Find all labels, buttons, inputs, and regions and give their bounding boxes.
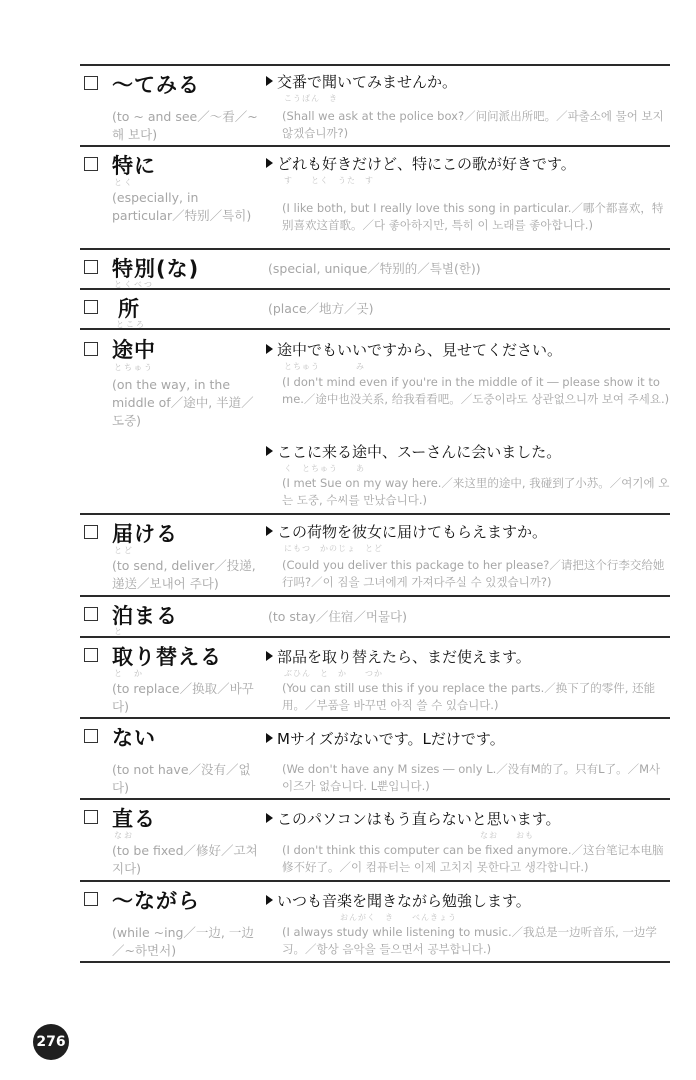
example-translation: (I like both, but I really love this song in particular.／哪个都喜欢，特别喜欢这首歌。／다 좋아하지만, 특히 이 노래를 좋아합니다.) bbox=[282, 201, 664, 232]
term-reading: とくべつ bbox=[114, 280, 154, 289]
vocab-meaning: (while ~ing／一边, 一边／~하면서) bbox=[112, 925, 254, 958]
example-translation: (I don't mind even if you're in the middle of it ― please show it to me.／途中也没关系, 给我看看吧。／도중이라도 상관없으니까 보여 주세요.) bbox=[282, 375, 670, 406]
triangle-bullet-icon bbox=[266, 651, 273, 661]
example-text: どれも好きだけど、特にこの歌が好きです。 bbox=[277, 155, 576, 173]
example-reading: にもつ かのじょ とど bbox=[284, 544, 383, 553]
example-text: 交番で聞いてみませんか。 bbox=[277, 73, 458, 91]
vocab-meaning: (especially, in particular／特别／특히) bbox=[112, 190, 252, 223]
study-checkbox[interactable] bbox=[84, 729, 98, 743]
vocab-meaning: (to send, deliver／投递, 递送／보내어 주다) bbox=[112, 558, 256, 591]
study-checkbox[interactable] bbox=[84, 648, 98, 662]
example-text: このパソコンはもう直らないと思います。 bbox=[277, 810, 561, 828]
example-text: この荷物を彼女に届けてもらえますか。 bbox=[277, 523, 548, 541]
triangle-bullet-icon bbox=[266, 895, 273, 905]
divider bbox=[80, 248, 670, 250]
divider bbox=[80, 288, 670, 290]
vocab-term: 特に bbox=[112, 154, 156, 178]
term-reading: とど bbox=[114, 546, 134, 555]
divider bbox=[80, 328, 670, 330]
page-number-badge: 276 bbox=[33, 1024, 69, 1060]
vocab-term: 所 bbox=[118, 297, 140, 321]
term-reading: ところ bbox=[116, 320, 146, 329]
study-checkbox[interactable] bbox=[84, 260, 98, 274]
vocab-term: 途中 bbox=[112, 338, 156, 362]
vocab-meaning: (to replace／换取／바꾸다) bbox=[112, 681, 254, 714]
study-checkbox[interactable] bbox=[84, 300, 98, 314]
divider bbox=[80, 961, 670, 963]
study-checkbox[interactable] bbox=[84, 525, 98, 539]
triangle-bullet-icon bbox=[266, 733, 273, 743]
example-translation: (Shall we ask at the police box?／问问派出所吧。／파출소에 물어 보지 않겠습니까?) bbox=[282, 109, 664, 140]
example-reading: なお おも bbox=[480, 831, 534, 840]
divider bbox=[80, 513, 670, 515]
vocab-term: 泊まる bbox=[112, 604, 178, 628]
study-checkbox[interactable] bbox=[84, 76, 98, 90]
term-reading: と bbox=[114, 627, 124, 636]
term-reading: なお bbox=[114, 831, 134, 840]
vocab-term: ない bbox=[112, 726, 156, 750]
example-sentence bbox=[266, 646, 531, 667]
divider bbox=[80, 64, 670, 66]
study-checkbox[interactable] bbox=[84, 892, 98, 906]
triangle-bullet-icon bbox=[266, 526, 273, 536]
study-checkbox[interactable] bbox=[84, 342, 98, 356]
example-reading: こうばん き bbox=[284, 94, 338, 103]
example-sentence bbox=[266, 339, 562, 360]
example-translation: (I don't think this computer can be fixed anymore.／这台笔记本电脑修不好了。／이 컴퓨터는 이제 고치지 못한다고 생각합니다.) bbox=[282, 843, 664, 874]
vocab-term: 届ける bbox=[112, 522, 178, 546]
example-reading: く とちゅう あ bbox=[284, 464, 365, 473]
example-sentence bbox=[266, 808, 561, 829]
vocab-term: ～てみる bbox=[112, 73, 200, 97]
triangle-bullet-icon bbox=[266, 76, 273, 86]
vocab-meaning: (to ~ and see／～看／~해 보다) bbox=[112, 109, 258, 142]
example-sentence bbox=[266, 441, 561, 462]
example-sentence bbox=[266, 71, 457, 92]
example-text: 部品を取り替えたら、まだ使えます。 bbox=[277, 648, 531, 666]
example-reading: おんがく き べんきょう bbox=[340, 913, 457, 922]
vocab-term: 直る bbox=[112, 807, 156, 831]
vocab-meaning: (to stay／住宿／머물다) bbox=[268, 609, 407, 624]
vocab-meaning: (to not have／没有／없다) bbox=[112, 762, 251, 795]
vocab-term: 特別(な) bbox=[112, 257, 200, 281]
study-checkbox[interactable] bbox=[84, 607, 98, 621]
term-reading: と か bbox=[114, 669, 144, 678]
study-checkbox[interactable] bbox=[84, 810, 98, 824]
divider bbox=[80, 636, 670, 638]
example-translation: (I met Sue on my way here.／来这里的途中, 我碰到了小苏。／여기에 오는 도중, 수씨를 만났습니다.) bbox=[282, 476, 670, 507]
triangle-bullet-icon bbox=[266, 446, 273, 456]
example-sentence bbox=[266, 728, 505, 749]
example-translation: (Could you deliver this package to her please?／请把这个行李交给她行吗?／이 짐을 그녀에게 가져다주실 수 있겠습니까?) bbox=[282, 558, 665, 589]
example-reading: ぶひん と か つか bbox=[284, 669, 383, 678]
vocab-term: ～ながら bbox=[112, 889, 200, 913]
example-sentence bbox=[266, 153, 576, 174]
vocab-meaning: (to be fixed／修好／고쳐지다) bbox=[112, 843, 258, 876]
example-translation: (We don't have any M sizes ― only L.／没有M的了。只有L了。／M사이즈가 없습니다. L뿐입니다.) bbox=[282, 762, 661, 793]
example-sentence bbox=[266, 890, 531, 911]
term-reading: とく bbox=[114, 178, 134, 187]
example-translation: (You can still use this if you replace the parts.／换下了的零件, 还能用。／부품을 바꾸면 아직 쓸 수 있습니다.) bbox=[282, 681, 656, 712]
example-text: Mサイズがないです。Lだけです。 bbox=[277, 730, 505, 748]
term-reading: とちゅう bbox=[114, 363, 154, 372]
example-text: 途中でもいいですから、見せてください。 bbox=[277, 341, 563, 359]
vocab-meaning: (special, unique／特别的／특별(한)) bbox=[268, 261, 481, 276]
example-text: いつも音楽を聞きながら勉強します。 bbox=[277, 892, 531, 910]
divider bbox=[80, 145, 670, 147]
example-reading: とちゅう み bbox=[284, 362, 365, 371]
divider bbox=[80, 717, 670, 719]
example-sentence bbox=[266, 521, 547, 542]
study-checkbox[interactable] bbox=[84, 157, 98, 171]
divider bbox=[80, 798, 670, 800]
divider bbox=[80, 880, 670, 882]
vocab-meaning: (place／地方／곳) bbox=[268, 301, 374, 316]
triangle-bullet-icon bbox=[266, 344, 273, 354]
example-reading: す とく うた す bbox=[284, 176, 374, 185]
divider bbox=[80, 595, 670, 597]
example-translation: (I always study while listening to music.／我总是一边听音乐, 一边学习。／항상 음악을 들으면서 공부합니다.) bbox=[282, 925, 657, 956]
example-text: ここに来る途中、スーさんに会いました。 bbox=[277, 443, 562, 461]
vocab-meaning: (on the way, in the middle of／途中, 半道／도중) bbox=[112, 377, 254, 428]
triangle-bullet-icon bbox=[266, 158, 273, 168]
triangle-bullet-icon bbox=[266, 813, 273, 823]
vocab-term: 取り替える bbox=[112, 645, 222, 669]
